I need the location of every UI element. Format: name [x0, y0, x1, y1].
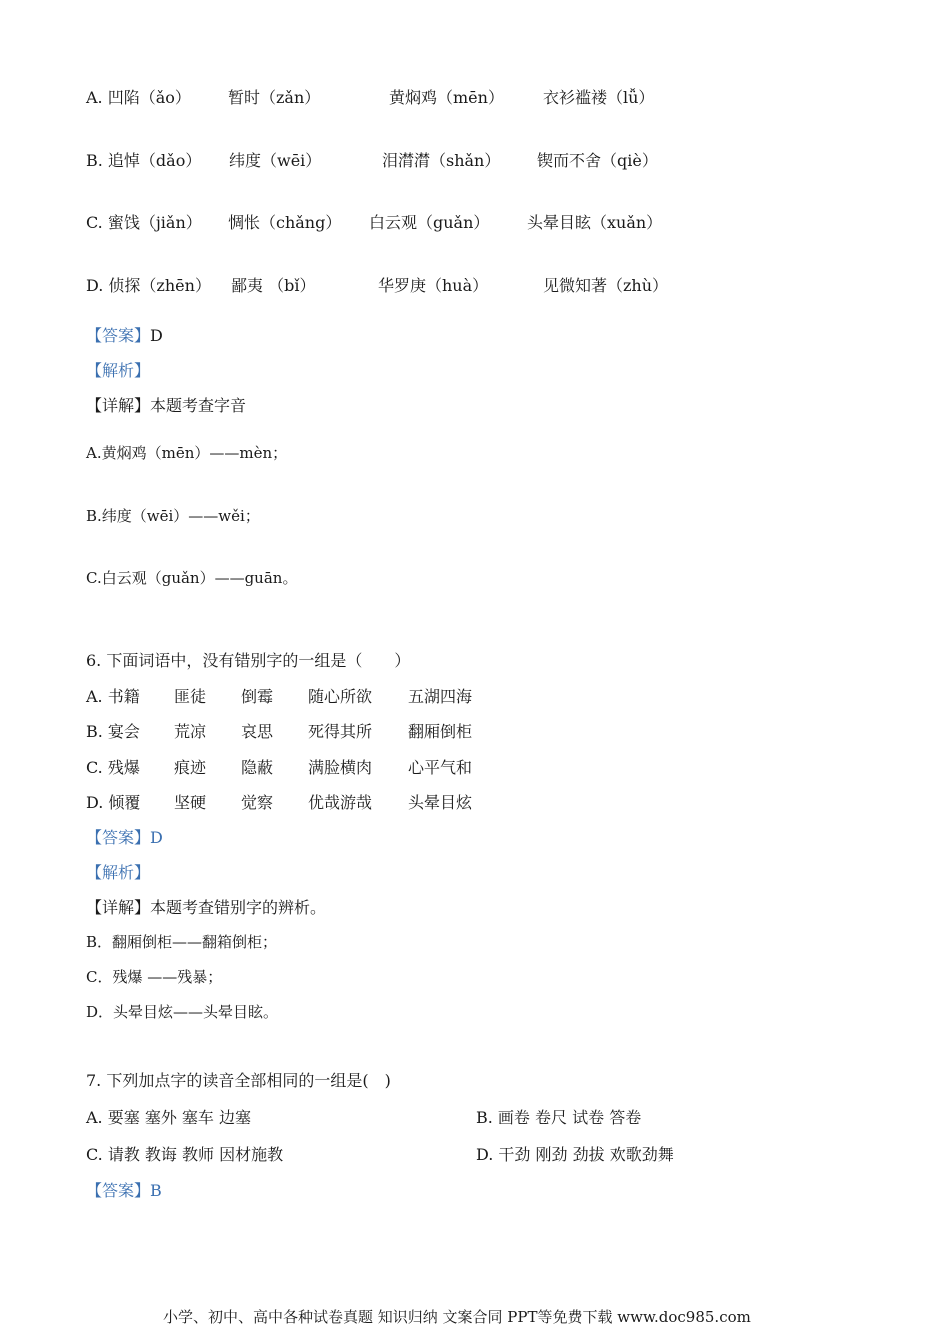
answer-tag: 【答案】 — [86, 828, 151, 847]
q5-option: 纬度（wēi） — [229, 151, 322, 170]
q6-option: 哀思 — [241, 722, 274, 741]
q7-stem: 7. 下列加点字的读音全部相同的一组是( ) — [86, 1071, 391, 1090]
q6-option: 痕迹 — [174, 758, 207, 777]
q6-answer-line — [86, 827, 163, 849]
q7-answer-line — [86, 1180, 162, 1202]
q5-option: 头晕目眩（xuǎn） — [527, 213, 663, 232]
q5-option: 锲而不舍（qiè） — [537, 151, 658, 170]
q5-option: 黄焖鸡（mēn） — [389, 88, 504, 107]
q5-option: 鄙夷 （bǐ） — [231, 276, 316, 295]
explanation-line: B．翻厢倒柜——翻箱倒柜； — [86, 933, 278, 951]
q6-option: 满脸横肉 — [308, 758, 373, 777]
q6-option: A. 书籍 — [86, 687, 140, 706]
q6-option: 倒霉 — [241, 687, 274, 706]
q6-option: 匪徒 — [174, 687, 207, 706]
q5-answer-line — [86, 325, 163, 347]
q6-option: D. 倾覆 — [86, 793, 141, 812]
q5-option: 见微知著（zhù） — [543, 276, 669, 295]
q6-option: 翻厢倒柜 — [408, 722, 473, 741]
q5-option: 华罗庚（huà） — [378, 276, 489, 295]
page-footer: 小学、初中、高中各种试卷真题 知识归纳 文案合同 PPT等免费下载 www.doc985.com — [163, 1308, 751, 1326]
q5-option: 泪潸潸（shǎn） — [382, 151, 501, 170]
q7-option-d: D. 干劲 刚劲 劲拔 欢歌劲舞 — [476, 1145, 674, 1164]
explanation-line: A.黄焖鸡（mēn）——mèn； — [86, 444, 288, 462]
q6-option: 觉察 — [241, 793, 274, 812]
explanation-line: C.白云观（guǎn）——guān。 — [86, 569, 298, 587]
q5-option: B. 追悼（dǎo） — [86, 151, 202, 170]
explanation-line: B.纬度（wēi）——wěi； — [86, 507, 260, 525]
q6-option: B. 宴会 — [86, 722, 140, 741]
q5-option: D. 侦探（zhēn） — [86, 276, 211, 295]
q6-option: 心平气和 — [408, 758, 473, 777]
answer-tag: 【答案】 — [86, 1181, 151, 1200]
q5-option: 衣衫褴褛（lǚ） — [543, 88, 655, 107]
q7-option-a: A. 要塞 塞外 塞车 边塞 — [86, 1108, 251, 1127]
explanation-line: C．残爆 ——残暴； — [86, 968, 223, 986]
q6-option: 五湖四海 — [408, 687, 473, 706]
q5-option: 暂时（zǎn） — [228, 88, 321, 107]
detail-line: 【详解】本题考查字音 — [86, 396, 247, 415]
q6-option: 随心所欲 — [308, 687, 373, 706]
q5-option: 惆怅（chǎng） — [228, 213, 342, 232]
answer-value: D — [150, 326, 163, 345]
q6-option: 荒凉 — [174, 722, 207, 741]
q7-option-c: C. 请教 教诲 教师 因材施教 — [86, 1145, 284, 1164]
answer-tag: 【答案】 — [86, 326, 151, 345]
q5-option: A. 凹陷（ǎo） — [86, 88, 191, 107]
q6-option: C. 残爆 — [86, 758, 140, 777]
q6-option: 优哉游哉 — [308, 793, 373, 812]
q6-option: 死得其所 — [308, 722, 373, 741]
q6-stem: 6. 下面词语中，没有错别字的一组是（ ） — [86, 651, 411, 670]
q7-option-b: B. 画卷 卷尺 试卷 答卷 — [476, 1108, 642, 1127]
q5-option: 白云观（guǎn） — [369, 213, 490, 232]
explanation-line: D．头晕目炫——头晕目眩。 — [86, 1003, 279, 1021]
q5-option: C. 蜜饯（jiǎn） — [86, 213, 202, 232]
q6-option: 头晕目炫 — [408, 793, 473, 812]
analysis-tag: 【解析】 — [86, 361, 151, 380]
q6-option: 坚硬 — [174, 793, 207, 812]
answer-value: D — [150, 828, 163, 847]
detail-line: 【详解】本题考查错别字的辨析。 — [86, 898, 327, 917]
answer-value: B — [150, 1181, 162, 1200]
q6-option: 隐蔽 — [241, 758, 274, 777]
analysis-tag: 【解析】 — [86, 863, 151, 882]
